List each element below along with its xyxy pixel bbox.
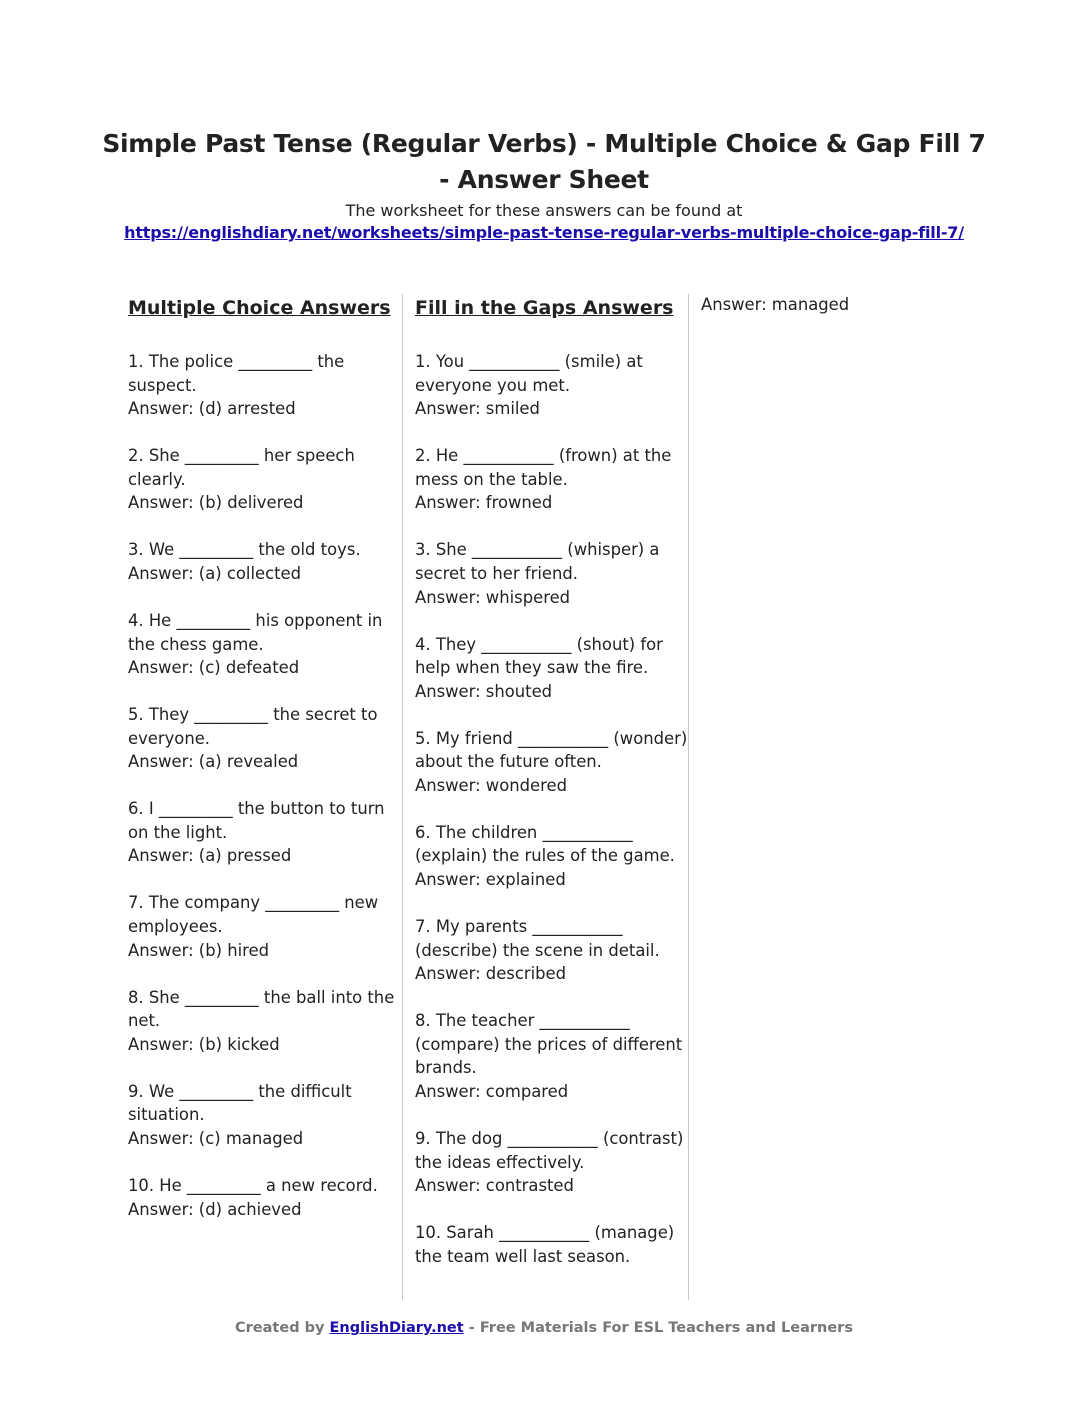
- answer-item: [415, 1127, 688, 1198]
- question-text: 6. I _________ the button to turn on the light.: [128, 799, 385, 842]
- answer-text: Answer: whispered: [415, 587, 571, 607]
- answer-text: Answer: (d) achieved: [128, 1199, 302, 1219]
- worksheet-header: [100, 126, 988, 244]
- question-text: 4. He _________ his opponent in the chess game.: [128, 610, 383, 654]
- answer-text: Answer: (a) pressed: [128, 846, 292, 866]
- gap-fill-list: [415, 350, 688, 1268]
- answer-item: [128, 609, 402, 680]
- answer-item: [128, 703, 402, 774]
- answer-item: [128, 797, 402, 868]
- question-text: 2. She _________ her speech clearly.: [128, 446, 355, 489]
- answer-item: [415, 1221, 688, 1268]
- question-text: 3. We _________ the old toys.: [128, 540, 361, 560]
- question-text: 8. She _________ the ball into the net.: [128, 987, 395, 1031]
- answer-text: Answer: wondered: [415, 775, 567, 795]
- answer-text: Answer: frowned: [415, 493, 553, 513]
- question-text: 10. Sarah ___________ (manage) the team well last season.: [415, 1223, 675, 1266]
- answer-item: [128, 538, 402, 585]
- title-line-1: Simple Past Tense (Regular Verbs) - Multiple Choice & Gap Fill 7: [102, 129, 986, 158]
- footer-prefix: Created by: [235, 1320, 325, 1336]
- title-line-2: - Answer Sheet: [439, 165, 649, 194]
- answer-text: Answer: (c) managed: [128, 1128, 304, 1148]
- answer-item: [415, 633, 688, 704]
- answer-item: [415, 1009, 688, 1103]
- answer-text: Answer: (b) kicked: [128, 1034, 280, 1054]
- answer-item: [415, 350, 688, 421]
- answer-item: [128, 444, 402, 515]
- footer-link[interactable]: EnglishDiary.net: [329, 1320, 464, 1336]
- answer-item: [415, 444, 688, 515]
- answer-item: [415, 727, 688, 798]
- answer-item: [128, 1174, 402, 1221]
- answer-text: Answer: smiled: [415, 399, 540, 419]
- footer-suffix: - Free Materials For ESL Teachers and Learners: [468, 1320, 853, 1336]
- answer-columns: [116, 294, 956, 1300]
- page-title: [100, 126, 988, 198]
- multiple-choice-column: [116, 294, 402, 1300]
- answer-item: [128, 350, 402, 421]
- answer-text: Answer: (b) delivered: [128, 493, 304, 513]
- answer-text: Answer: (c) defeated: [128, 658, 300, 678]
- answer-item: [128, 891, 402, 962]
- answer-text: Answer: (d) arrested: [128, 399, 296, 419]
- answer-text: Answer: (b) hired: [128, 940, 270, 960]
- worksheet-link[interactable]: https://englishdiary.net/worksheets/simple-past-tense-regular-verbs-multiple-choice-gap-fill-7/: [124, 223, 964, 242]
- answer-text: Answer: compared: [415, 1081, 569, 1101]
- answer-text: Answer: (a) collected: [128, 563, 302, 583]
- question-text: 2. He ___________ (frown) at the mess on the table.: [415, 446, 672, 489]
- overflow-column: [688, 294, 956, 1300]
- question-text: 6. The children ___________ (explain) the rules of the game.: [415, 822, 675, 866]
- footer: [0, 1320, 1088, 1336]
- question-text: 7. My parents ___________ (describe) the scene in detail.: [415, 917, 660, 960]
- question-text: 9. We _________ the difficult situation.: [128, 1081, 352, 1125]
- carryover-answer: Answer: managed: [701, 295, 850, 314]
- answer-text: Answer: contrasted: [415, 1176, 574, 1196]
- question-text: 5. My friend ___________ (wonder) about the future often.: [415, 728, 688, 772]
- question-text: 4. They ___________ (shout) for help when they saw the fire.: [415, 634, 663, 678]
- question-text: 7. The company _________ new employees.: [128, 893, 379, 937]
- answer-text: Answer: shouted: [415, 681, 553, 701]
- answer-item: [128, 1080, 402, 1151]
- gap-fill-column: [402, 294, 688, 1300]
- answer-item: [128, 986, 402, 1057]
- answer-item: [415, 538, 688, 609]
- multiple-choice-heading: Multiple Choice Answers: [128, 297, 391, 319]
- question-text: 5. They _________ the secret to everyone.: [128, 705, 378, 748]
- question-text: 1. The police _________ the suspect.: [128, 352, 345, 395]
- question-text: 1. You ___________ (smile) at everyone you met.: [415, 352, 643, 395]
- multiple-choice-list: [128, 350, 402, 1221]
- question-text: 3. She ___________ (whisper) a secret to her friend.: [415, 540, 660, 583]
- subtitle: The worksheet for these answers can be found at: [345, 201, 743, 220]
- gap-fill-heading: Fill in the Gaps Answers: [415, 297, 674, 319]
- answer-item: [415, 915, 688, 986]
- question-text: 8. The teacher ___________ (compare) the prices of different brands.: [415, 1011, 683, 1078]
- answer-text: Answer: described: [415, 964, 567, 984]
- question-text: 9. The dog ___________ (contrast) the ideas effectively.: [415, 1128, 684, 1172]
- question-text: 10. He _________ a new record.: [128, 1175, 378, 1195]
- answer-text: Answer: explained: [415, 870, 566, 890]
- answer-item: [415, 821, 688, 892]
- answer-text: Answer: (a) revealed: [128, 752, 299, 772]
